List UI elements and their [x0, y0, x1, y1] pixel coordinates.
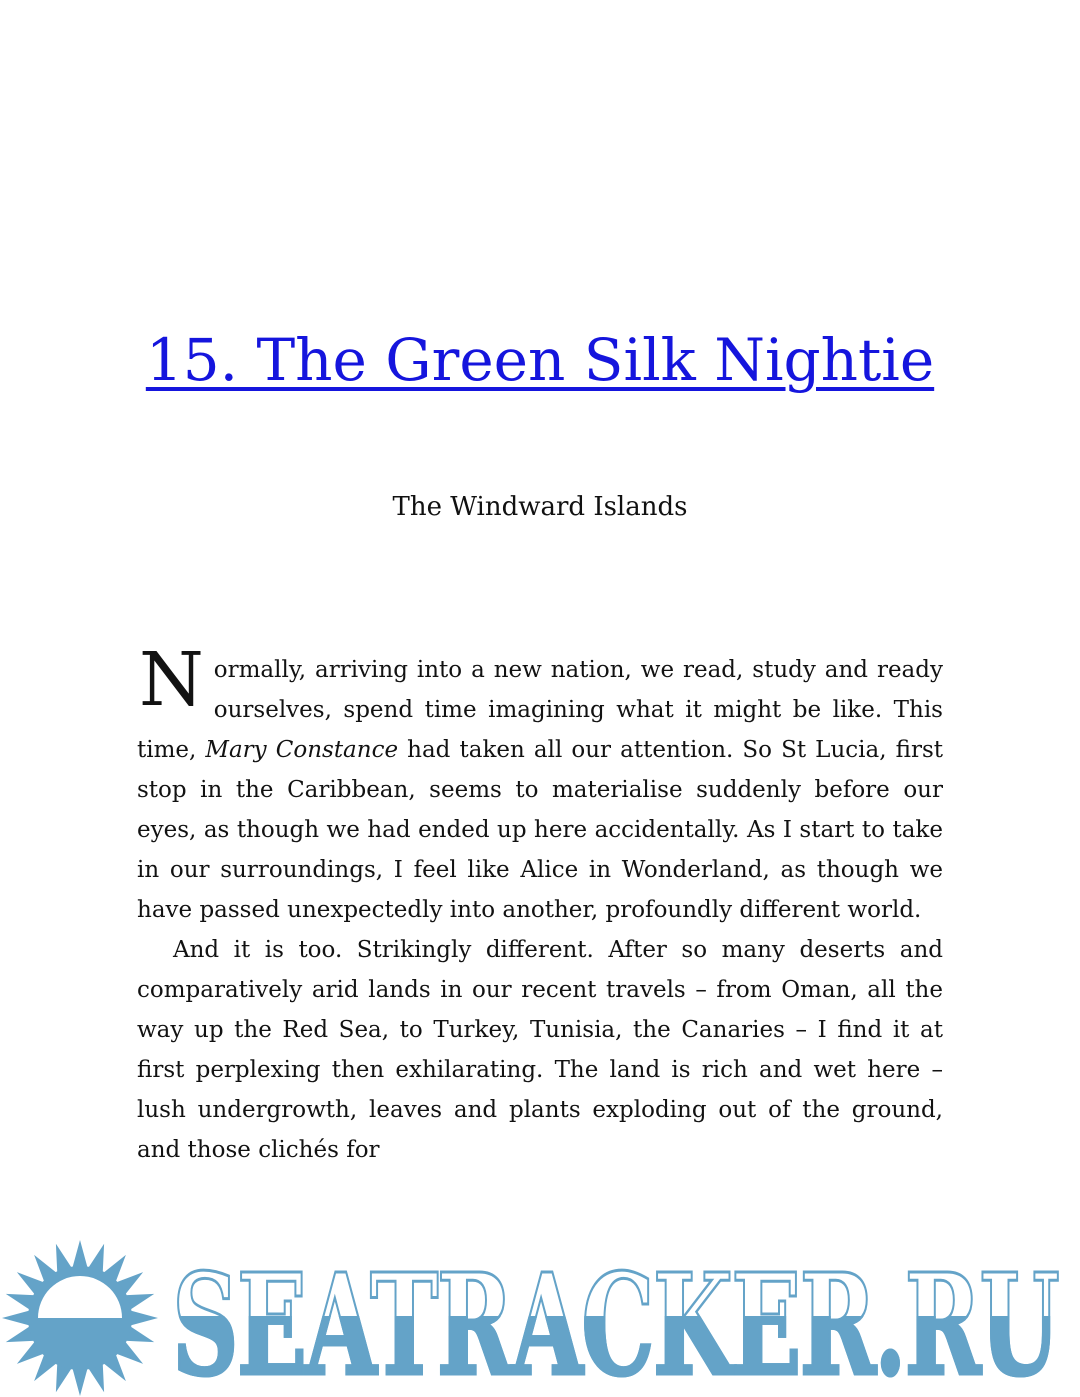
paragraph-text-before-italic: ormally, arriving into a new nation, we read, study and ready ourselves, spend time imagining what it might be like. This time, [137, 657, 943, 763]
paragraph-second: And it is too. Strikingly different. After so many deserts and comparatively arid lands in our recent travels – from Oman, all the way up the Red Sea, to Turkey, Tunisia, the Canaries – I find it at first perplexing then exhilarating. The land is rich and wet here – lush undergrowth, leaves and plants exploding out of the ground, and those clichés for [137, 937, 943, 1163]
ship-name-italic: Mary Constance [205, 737, 399, 763]
chapter-title-link[interactable]: 15. The Green Silk Nightie [145, 326, 935, 394]
paragraph-text-after-italic: had taken all our attention. So St Lucia, first stop in the Caribbean, seems to materialise suddenly before our eyes, as though we had ended up here accidentally. As I start to take in our surroundings, I feel like Alice in Wonderland, as though we have passed unexpectedly into another, profoundly different world. [137, 737, 943, 923]
chapter-subtitle: The Windward Islands [392, 492, 688, 522]
watermark-text: SEATRACKER.RU [172, 1244, 1058, 1397]
sun-logo-icon [0, 1238, 160, 1397]
drop-cap: N [139, 637, 204, 723]
paragraph-first [137, 637, 943, 930]
chapter-body [137, 637, 943, 1170]
